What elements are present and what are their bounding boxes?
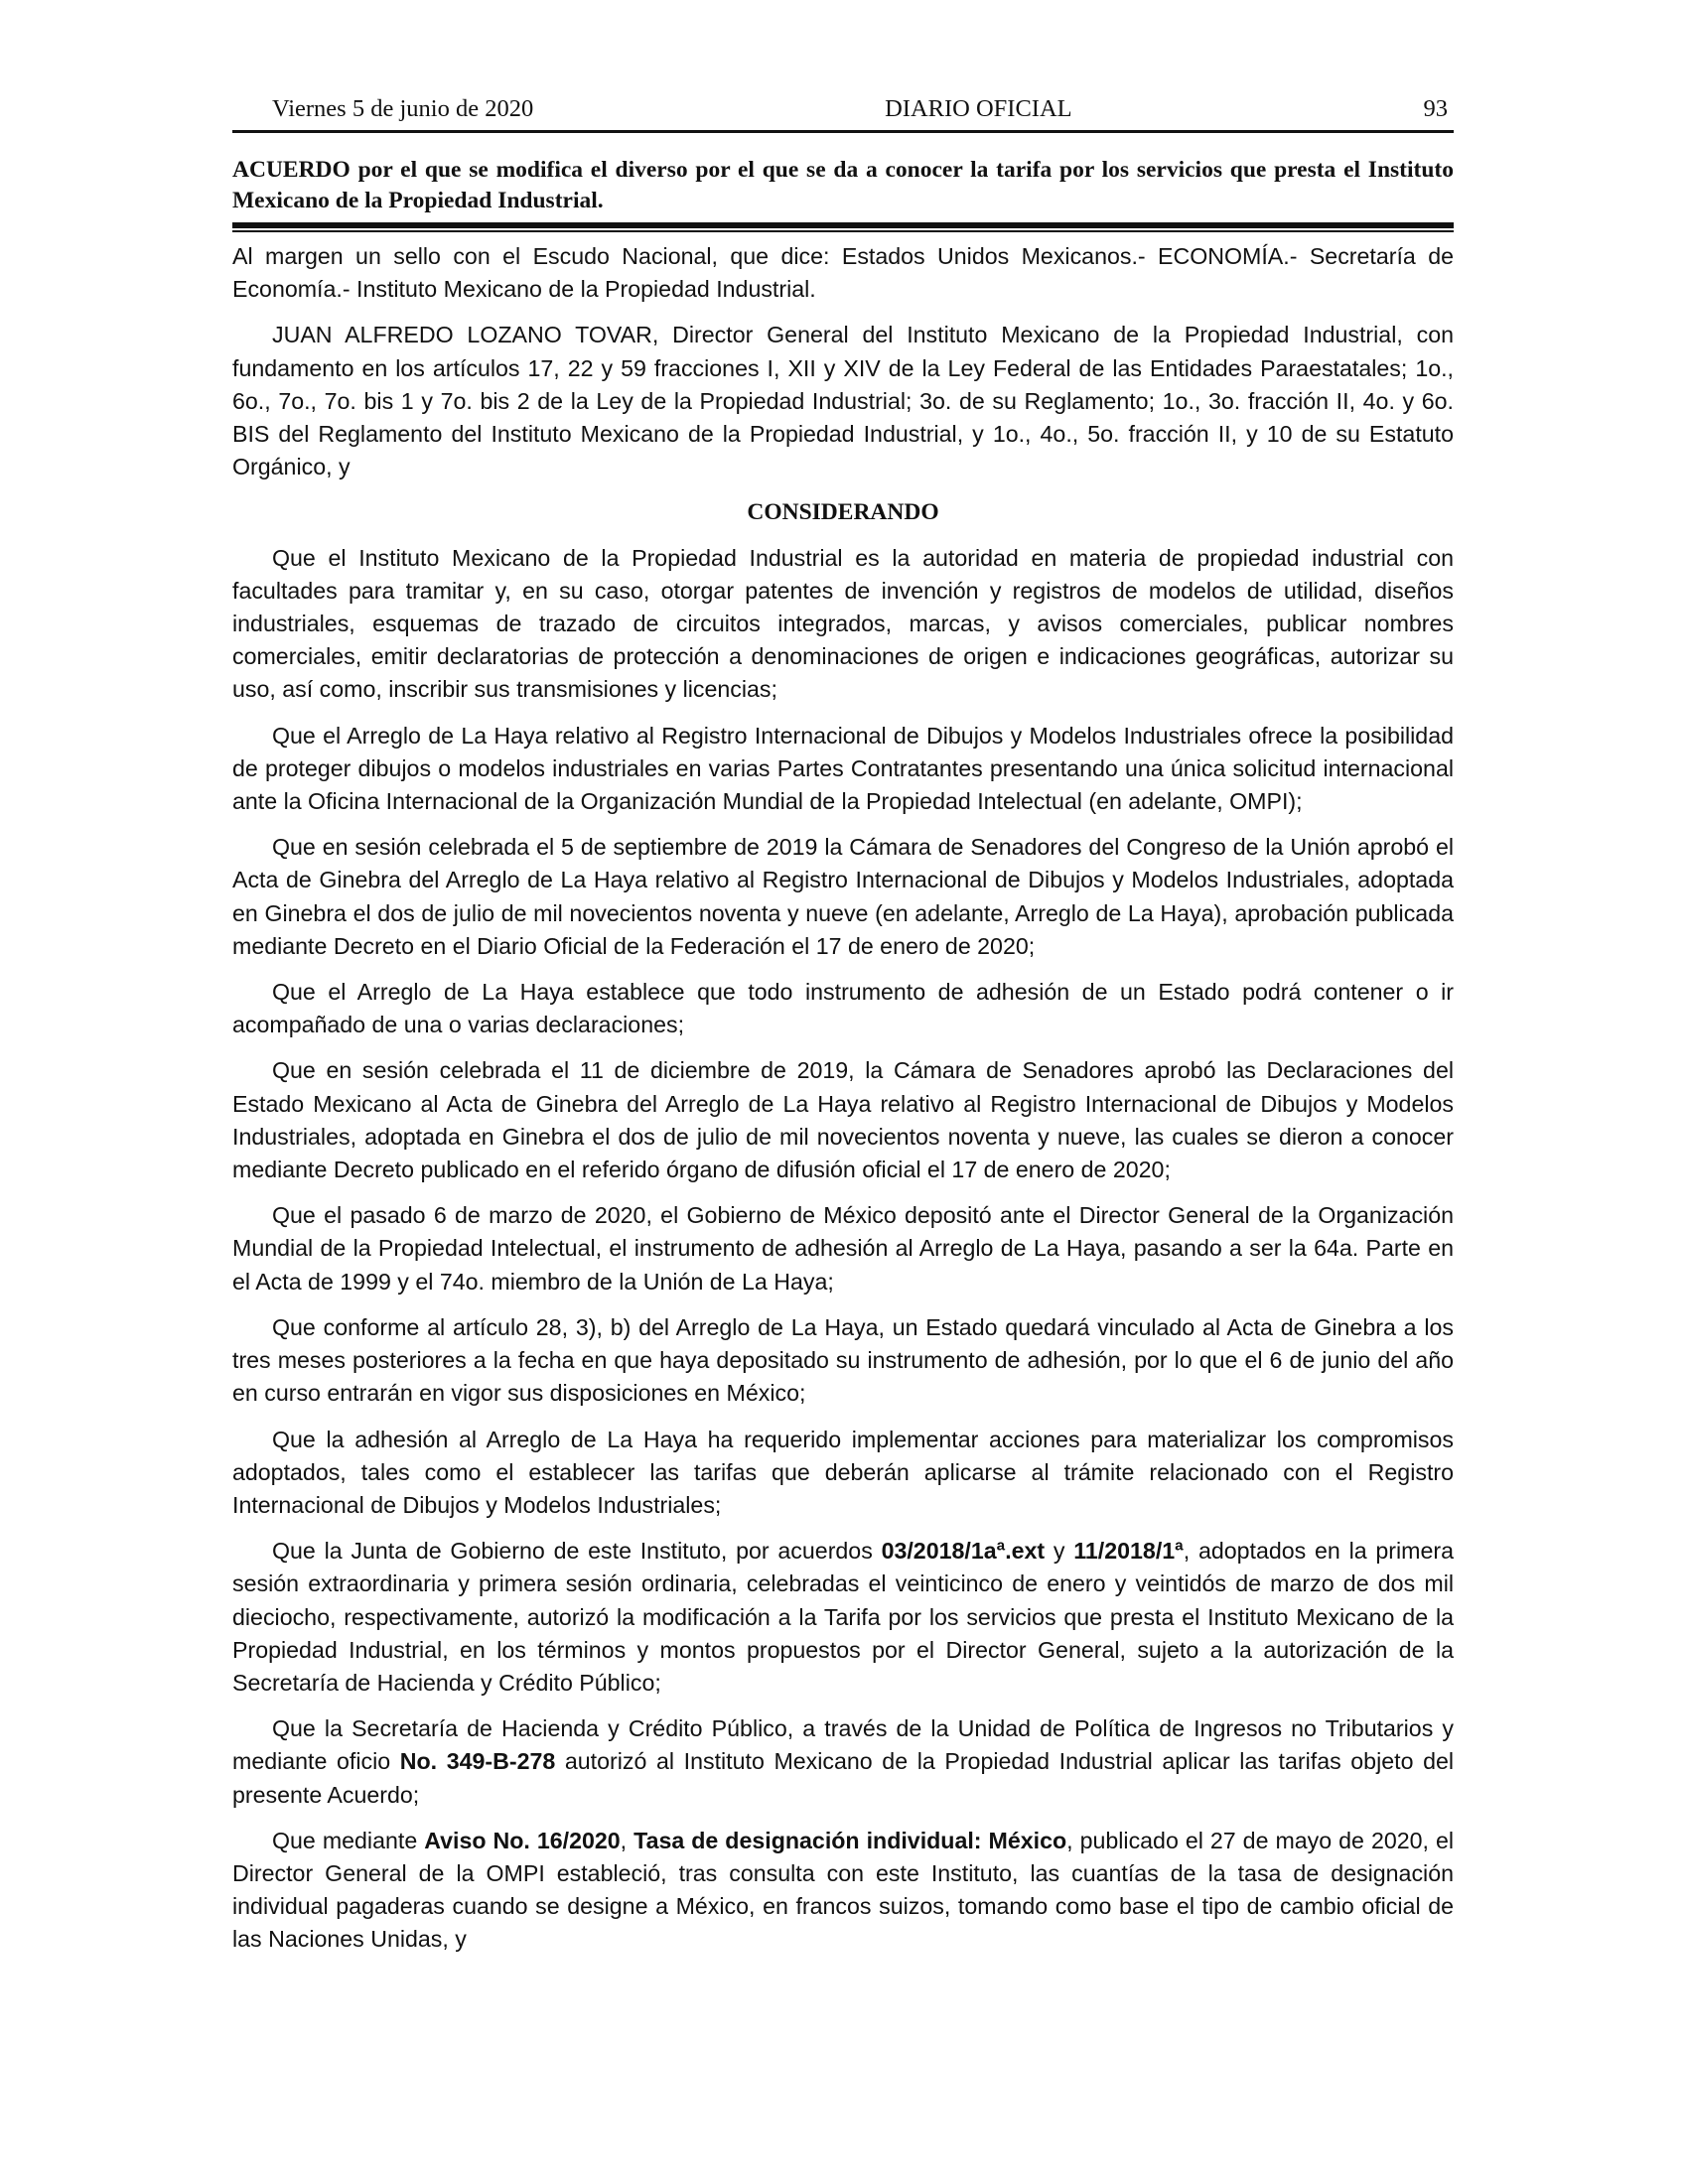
document-page bbox=[232, 91, 1454, 1970]
considerando-paragraph-shcp bbox=[232, 1712, 1454, 1812]
considerando-paragraph: Que el Arreglo de La Haya establece que todo instrumento de adhesión de un Estado podrá contener o ir acompañado de una o varias declaraciones; bbox=[232, 979, 1454, 1038]
considerando-paragraph: Que en sesión celebrada el 5 de septiembre de 2019 la Cámara de Senadores del Congreso de la Unión aprobó el Acta de Ginebra del Arreglo de La Haya relativo al Registro Internacional de Dibujos y Modelos Industriales, adoptada en Ginebra el dos de julio de mil novecientos noventa y nueve (en adelante, Arreglo de La Haya), aprobación publicada mediante Decreto en el Diario Oficial de la Federación el 17 de enero de 2020; bbox=[232, 834, 1454, 959]
header-page-number: 93 bbox=[1423, 95, 1448, 122]
agreement-number: 03/2018/1aª.ext bbox=[881, 1538, 1046, 1565]
considerando-paragraph: Que la adhesión al Arreglo de La Haya ha requerido implementar acciones para materializar los compromisos adoptados, tales como el establecer las tarifas que deberán aplicarse al trámite relacionado con el Registro Internacional de Dibujos y Modelos Industriales; bbox=[232, 1426, 1454, 1518]
text-run: , bbox=[620, 1827, 634, 1853]
text-run: Que mediante bbox=[272, 1827, 425, 1853]
text-run: , publicado el 27 de mayo de 2020, el Director General de la OMPI estableció, tras consulta con este Instituto, las cuantías de la tasa de designación individual pagaderas cuando se designe a México, en francos suizos, tomando como base el tipo de cambio oficial de las Naciones Unidas, y bbox=[232, 1827, 1455, 1953]
official-letter-number: No. 349-B-278 bbox=[399, 1748, 556, 1775]
running-header bbox=[232, 91, 1454, 133]
considerando-paragraph-junta bbox=[232, 1535, 1454, 1700]
text-run: , adoptados en la primera sesión extraordinaria y primera sesión ordinaria, celebradas el veinticinco de enero y veintidós de marzo de dos mil dieciocho, respectivamente, autorizó la modificación a la Tarifa por los servicios que presta el Instituto Mexicano de la Propiedad Industrial, en los términos y montos propuestos por el Director General, sujeto a la autorización de la Secretaría de Hacienda y Crédito Público; bbox=[232, 1538, 1454, 1696]
considerando-paragraph: Que conforme al artículo 28, 3), b) del Arreglo de La Haya, un Estado quedará vinculado al Acta de Ginebra a los tres meses posteriores a la fecha en que haya depositado su instrumento de adhesión, por lo que el 6 de junio del año en curso entrarán en vigor sus disposiciones en México; bbox=[232, 1313, 1454, 1407]
considerando-paragraph-aviso bbox=[232, 1825, 1454, 1957]
notice-title: Tasa de designación individual: México bbox=[633, 1827, 1067, 1853]
considerando-paragraph: Que el Instituto Mexicano de la Propiedad Industrial es la autoridad en materia de propiedad industrial con facultades para tramitar y, en su caso, otorgar patentes de invención y registros de modelos de utilidad, diseños industriales, esquemas de trazado de circuitos integrados, marcas, y avisos comerciales, publicar nombres comerciales, emitir declaratorias de protección a denominaciones de origen e indicaciones geográficas, autorizar su uso, así como, inscribir sus transmisiones y licencias; bbox=[232, 544, 1454, 703]
section-heading: CONSIDERANDO bbox=[747, 499, 939, 526]
text-run: Que la Secretaría de Hacienda y Crédito Público, a través de la Unidad de Política de Ingresos no Tributarios y mediante oficio bbox=[232, 1715, 1454, 1775]
considerando-paragraph: Que el pasado 6 de marzo de 2020, el Gobierno de México depositó ante el Director General de la Organización Mundial de la Propiedad Intelectual, el instrumento de adhesión al Arreglo de La Haya, pasando a ser la 64a. Parte en el Acta de 1999 y el 74o. miembro de la Unión de La Haya; bbox=[232, 1202, 1454, 1295]
header-publication: DIARIO OFICIAL bbox=[885, 95, 1072, 122]
header-date: Viernes 5 de junio de 2020 bbox=[272, 95, 534, 122]
notice-number: Aviso No. 16/2020 bbox=[424, 1827, 621, 1853]
document-title: ACUERDO por el que se modifica el diverso por el que se da a conocer la tarifa por los servicios que presta el Instituto Mexicano de la Propiedad Industrial. bbox=[232, 157, 1454, 213]
text-run: Que la Junta de Gobierno de este Instituto, por acuerdos bbox=[272, 1538, 882, 1565]
text-run: y bbox=[1045, 1538, 1074, 1565]
title-divider bbox=[232, 222, 1454, 232]
document-body bbox=[232, 240, 1454, 1957]
preamble-paragraph: JUAN ALFREDO LOZANO TOVAR, Director General del Instituto Mexicano de la Propiedad Industrial, con fundamento en los artículos 17, 22 y 59 fracciones I, XII y XIV de la Ley Federal de las Entidades Paraestatales; 1o., 6o., 7o., 7o. bis 1 y 7o. bis 2 de la Ley de la Propiedad Industrial; 3o. de su Reglamento; 1o., 3o. fracción II, 4o. y 6o. BIS del Reglamento del Instituto Mexicano de la Propiedad Industrial, y 1o., 4o., 5o. fracción II, y 10 de su Estatuto Orgánico, y bbox=[232, 322, 1454, 480]
considerando-paragraph: Que en sesión celebrada el 11 de diciembre de 2019, la Cámara de Senadores aprobó las Declaraciones del Estado Mexicano al Acta de Ginebra del Arreglo de La Haya relativo al Registro Internacional de Dibujos y Modelos Industriales, adoptada en Ginebra el dos de julio de mil novecientos noventa y nueve, las cuales se dieron a conocer mediante Decreto publicado en el referido órgano de difusión oficial el 17 de enero de 2020; bbox=[232, 1057, 1454, 1183]
text-run: autorizó al Instituto Mexicano de la Propiedad Industrial aplicar las tarifas objeto del presente Acuerdo; bbox=[232, 1748, 1455, 1808]
considerando-paragraph: Que el Arreglo de La Haya relativo al Registro Internacional de Dibujos y Modelos Industriales ofrece la posibilidad de proteger dibujos o modelos industriales en varias Partes Contratantes presentando una única solicitud internacional ante la Oficina Internacional de la Organización Mundial de la Propiedad Intelectual (en adelante, OMPI); bbox=[232, 722, 1454, 815]
seal-paragraph: Al margen un sello con el Escudo Nacional, que dice: Estados Unidos Mexicanos.- ECONOMÍA.- Secretaría de Economía.- Instituto Mexicano de la Propiedad Industrial. bbox=[232, 243, 1454, 303]
agreement-number: 11/2018/1ª bbox=[1073, 1538, 1184, 1565]
